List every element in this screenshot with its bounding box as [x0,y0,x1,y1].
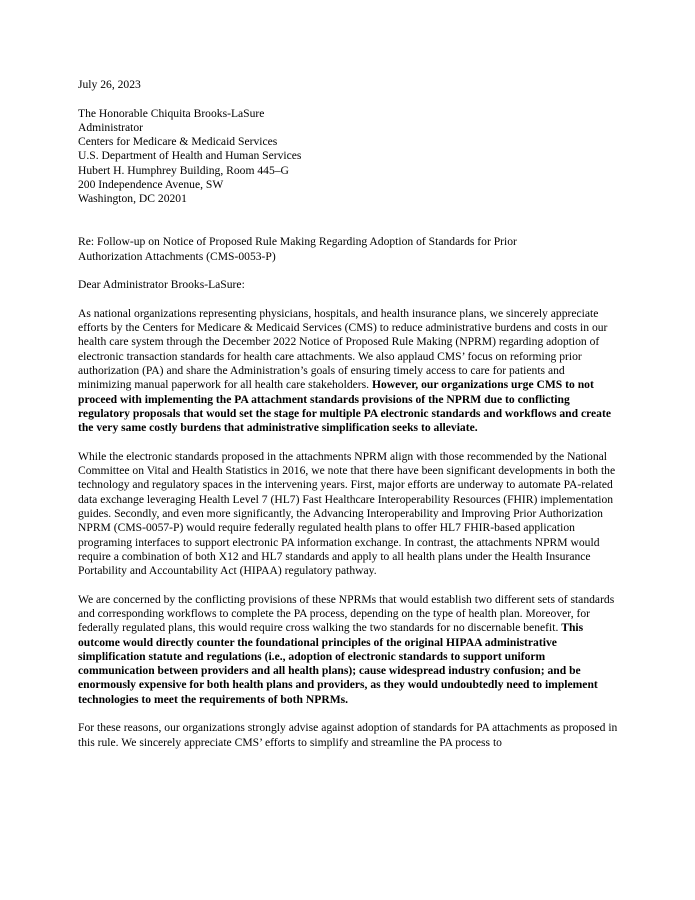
paragraph-1 [78,307,620,436]
recipient-street: 200 Independence Avenue, SW [78,178,224,192]
salutation: Dear Administrator Brooks-LaSure: [78,278,245,292]
paragraph-1-text: As national organizations representing physicians, hospitals, and health insurance plans, we sincerely appreciate efforts by the Centers for Medicare & Medicaid Services (CMS) to reduce administrative burdens and costs in our health care system through the December 2022 Notice of Proposed Rule Making (NPRM) regarding adoption of electronic transaction standards for health care attachments. We also applaud CMS’ focus on reforming prior authorization (PA) and share the Administration’s goals of ensuring timely access to care for patients and minimizing manual paperwork for all health care stakeholders. [78,306,608,392]
letter-body [78,78,620,750]
recipient-city-state-zip: Washington, DC 20201 [78,192,187,206]
recipient-agency: Centers for Medicare & Medicaid Services [78,135,278,149]
recipient-title: Administrator [78,120,144,134]
paragraph-3 [78,593,620,707]
paragraph-4-text: For these reasons, our organizations strongly advise against adoption of standards for PA attachments as proposed in this rule. We sincerely appreciate CMS’ efforts to simplify and streamline the PA process to [78,721,618,749]
paragraph-3-bold-text: This outcome would directly counter the foundational principles of the original HIPAA administrative simplification statute and regulations (i.e., adoption of electronic standards to support uniform communication between providers and all health plans); cause widespread industry confusion; and be enormously expensive for both health plans and providers, as they would undoubtedly need to implement technologies to meet the requirements of both NPRMs. [78,621,598,706]
subject-line-1: Re: Follow-up on Notice of Proposed Rule Making Regarding Adoption of Standards for Prior [78,235,517,249]
paragraph-1-bold-text: However, our organizations urge CMS to not proceed with implementing the PA attachment standards provisions of the NPRM due to conflicting regulatory proposals that would set the stage for multiple PA electronic standards and workflows and create the very same costly burdens that administrative simplification seeks to alleviate. [78,378,611,435]
paragraph-2-text: While the electronic standards proposed in the attachments NPRM align with those recommended by the National Committee on Vital and Health Statistics in 2016, we note that there have been significant developments in both the technology and regulatory spaces in the intervening years. First, major efforts are underway to automate PA-related data exchange leveraging Health Level 7 (HL7) Fast Healthcare Interoperability Resources (FHIR) implementation guides. Secondly, and even more significantly, the Advancing Interoperability and Improving Prior Authorization NPRM (CMS-0057-P) would require federally regulated health plans to offer HL7 FHIR-based application programing interfaces to support electronic PA information exchange. In contrast, the attachments NPRM would require a combination of both X12 and HL7 standards and apply to all health plans under the Health Insurance Portability and Accountability Act (HIPAA) regulatory pathway. [78,449,616,578]
paragraph-4 [78,721,620,750]
recipient-department: U.S. Department of Health and Human Services [78,149,302,163]
subject-line-block [78,235,620,264]
recipient-name: The Honorable Chiquita Brooks-LaSure [78,106,265,120]
date-block [78,78,620,92]
subject-line-2: Authorization Attachments (CMS-0053-P) [78,249,276,263]
paragraph-2 [78,450,620,579]
paragraph-3-text: We are concerned by the conflicting provisions of these NPRMs that would establish two different sets of standards and corresponding workflows to complete the PA process, depending on the type of health plan. Moreover, for federally regulated plans, this would require cross walking the two standards for no discernable benefit. [78,592,615,635]
recipient-address-block [78,107,620,207]
letter-date: July 26, 2023 [78,78,141,91]
recipient-building: Hubert H. Humphrey Building, Room 445–G [78,163,289,177]
